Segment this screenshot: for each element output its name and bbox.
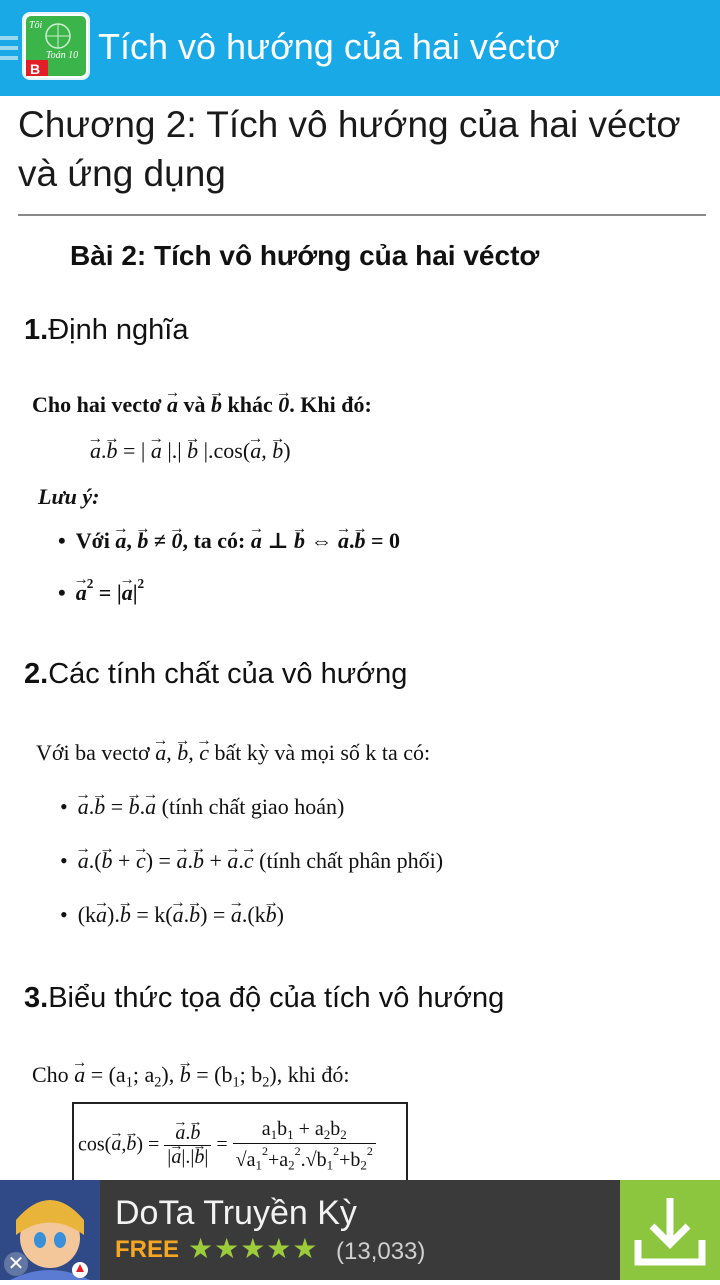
coordinates-intro: Cho → $a = (a_1$; $a_2$), → $b = (b_1$; $b_2$), khi đó:: [32, 1062, 349, 1091]
ad-game-icon[interactable]: [0, 1180, 100, 1280]
svg-text:B: B: [30, 61, 41, 77]
section-number: 3.: [24, 982, 49, 1014]
section-number: 1.: [24, 314, 49, 346]
section-heading-definition: [24, 314, 188, 347]
app-logo[interactable]: [24, 14, 88, 78]
ad-price: FREE: [115, 1236, 180, 1263]
property-commutative: •→ a.→ b = → b.→ a (tính chất giao hoán): [60, 794, 344, 820]
section-number: 2.: [24, 658, 49, 690]
cosine-formula: cos(→ a,→ b) = → $\frac{a.\to b}{|\to a|.|\to b|}$ = $\frac{a_1b_1 + a_2b_2}{√a_1^2+a_2^2.√b_1^2+b_2^2}$: [78, 1118, 376, 1174]
property-distributive: •→ a.(→ b + → c) = → a.→ b + → a.→ c (tính chất phân phối): [60, 848, 443, 874]
download-icon: [620, 1180, 720, 1280]
note-1: • Với → a, → b ≠ → 0, ta có: → a ⊥ → b ⇔ → a.→ b = 0: [58, 528, 400, 554]
note-2: •→ $a^2$ = |→ $a|^2$: [58, 576, 144, 606]
section-title: Biểu thức tọa độ của tích vô hướng: [48, 982, 505, 1014]
app-title: Tích vô hướng của hai véctơ: [98, 26, 560, 67]
section-heading-coordinates: [24, 982, 504, 1015]
property-scalar: • (k→ a).→ b = k(→ a.→ b) = → a.(k→ b): [60, 902, 284, 928]
section-title: Các tính chất của vô hướng: [48, 658, 408, 690]
properties-intro: Với ba vectơ → a, → b, → c bất kỳ và mọi số k ta có:: [36, 740, 430, 766]
section-title: Định nghĩa: [48, 314, 189, 346]
close-icon[interactable]: ✕: [4, 1252, 28, 1276]
ad-title: DoTa Truyền Kỳ: [115, 1194, 357, 1232]
chapter-title: Chương 2: Tích vô hướng của hai véctơ và ứng dụng: [18, 104, 681, 194]
ad-rating-stars: ★★★★★: [188, 1233, 319, 1264]
lesson-title: Bài 2: Tích vô hướng của hai véctơ: [70, 240, 540, 271]
svg-text:Toán 10: Toán 10: [46, 50, 79, 61]
definition-intro: Cho hai vectơ → a và → b khác → 0. Khi đó:: [32, 392, 372, 418]
action-bar: [0, 0, 720, 96]
ad-rating-count: (13,033): [336, 1238, 426, 1265]
ad-banner[interactable]: [0, 1180, 720, 1280]
drawer-menu-icon[interactable]: [0, 36, 18, 64]
title-divider: [18, 214, 706, 216]
note-label: Lưu ý:: [38, 484, 100, 509]
download-button[interactable]: [620, 1180, 720, 1280]
definition-formula: → a.→ b = | → a |.| → b |.cos(→ a, → b): [90, 438, 291, 464]
section-heading-properties: [24, 658, 407, 691]
svg-text:Tôi: Tôi: [29, 20, 43, 31]
